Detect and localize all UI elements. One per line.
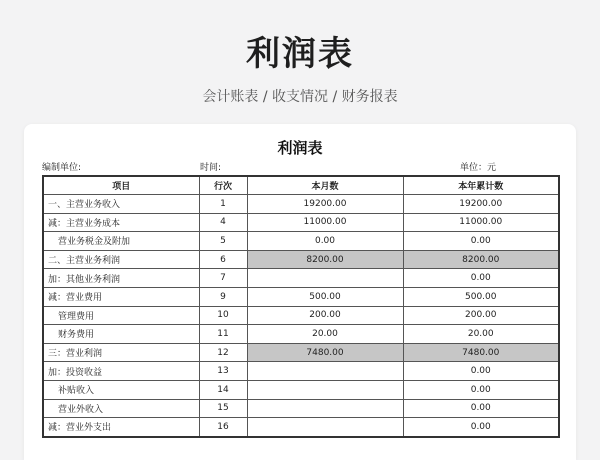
table-row xyxy=(43,269,559,288)
time-label: 时间: xyxy=(200,163,222,173)
row-item-cell: 减：营业费用 xyxy=(43,287,199,306)
row-year-cell: 500.00 xyxy=(403,287,559,306)
row-year-cell: 0.00 xyxy=(403,232,559,251)
row-month-cell: 20.00 xyxy=(247,325,403,344)
table-row xyxy=(43,325,559,344)
table-row xyxy=(43,343,559,362)
row-line-cell: 4 xyxy=(199,213,247,232)
income-statement-table xyxy=(42,175,560,438)
row-month-cell xyxy=(247,269,403,288)
row-line-cell: 15 xyxy=(199,399,247,418)
row-line-cell: 14 xyxy=(199,380,247,399)
row-year-cell: 19200.00 xyxy=(403,195,559,214)
document-title: 利润表 xyxy=(277,139,323,157)
row-year-cell: 11000.00 xyxy=(403,213,559,232)
row-year-cell: 0.00 xyxy=(403,399,559,418)
row-item-cell: 营业务税金及附加 xyxy=(43,232,199,251)
row-line-cell: 5 xyxy=(199,232,247,251)
row-line-cell: 11 xyxy=(199,325,247,344)
table-row xyxy=(43,195,559,214)
row-year-cell: 7480.00 xyxy=(403,343,559,362)
table-row xyxy=(43,362,559,381)
row-line-cell: 10 xyxy=(199,306,247,325)
compiling-unit-label: 编制单位: xyxy=(42,163,82,173)
row-item-cell: 三：营业利润 xyxy=(43,343,199,362)
row-year-cell: 200.00 xyxy=(403,306,559,325)
row-item-cell: 加：其他业务利润 xyxy=(43,269,199,288)
column-header-item: 项目 xyxy=(43,176,199,195)
row-item-cell: 减：主营业务成本 xyxy=(43,213,199,232)
column-header-year: 本年累计数 xyxy=(403,176,559,195)
table-row xyxy=(43,380,559,399)
column-header-line: 行次 xyxy=(199,176,247,195)
row-year-cell: 0.00 xyxy=(403,418,559,437)
document-card xyxy=(24,124,576,460)
row-item-cell: 营业外收入 xyxy=(43,399,199,418)
row-line-cell: 6 xyxy=(199,250,247,269)
row-item-cell: 一、主营业务收入 xyxy=(43,195,199,214)
row-month-cell: 500.00 xyxy=(247,287,403,306)
table-row xyxy=(43,306,559,325)
table-row xyxy=(43,399,559,418)
row-item-cell: 管理费用 xyxy=(43,306,199,325)
row-month-cell xyxy=(247,362,403,381)
row-year-cell: 20.00 xyxy=(403,325,559,344)
table-row xyxy=(43,232,559,251)
row-year-cell: 0.00 xyxy=(403,380,559,399)
row-year-cell: 8200.00 xyxy=(403,250,559,269)
row-item-cell: 加：投资收益 xyxy=(43,362,199,381)
table-row xyxy=(43,213,559,232)
hero-title: 利润表 xyxy=(246,34,354,74)
row-month-cell: 7480.00 xyxy=(247,343,403,362)
table-row xyxy=(43,287,559,306)
row-month-cell: 19200.00 xyxy=(247,195,403,214)
row-item-cell: 二、主营业务利润 xyxy=(43,250,199,269)
row-year-cell: 0.00 xyxy=(403,362,559,381)
row-line-cell: 7 xyxy=(199,269,247,288)
row-item-cell: 补贴收入 xyxy=(43,380,199,399)
column-header-month: 本月数 xyxy=(247,176,403,195)
row-year-cell: 0.00 xyxy=(403,269,559,288)
currency-unit-label: 单位：元 xyxy=(460,163,497,173)
table-row xyxy=(43,250,559,269)
row-item-cell: 减：营业外支出 xyxy=(43,418,199,437)
table-header-row xyxy=(43,176,559,195)
row-line-cell: 16 xyxy=(199,418,247,437)
row-month-cell: 8200.00 xyxy=(247,250,403,269)
row-month-cell: 0.00 xyxy=(247,232,403,251)
row-month-cell xyxy=(247,380,403,399)
table-row xyxy=(43,418,559,437)
row-month-cell xyxy=(247,418,403,437)
row-line-cell: 9 xyxy=(199,287,247,306)
row-line-cell: 13 xyxy=(199,362,247,381)
row-item-cell: 财务费用 xyxy=(43,325,199,344)
row-line-cell: 1 xyxy=(199,195,247,214)
row-line-cell: 12 xyxy=(199,343,247,362)
row-month-cell xyxy=(247,399,403,418)
hero-subtitle: 会计账表 / 收支情况 / 财务报表 xyxy=(202,89,398,105)
row-month-cell: 200.00 xyxy=(247,306,403,325)
row-month-cell: 11000.00 xyxy=(247,213,403,232)
